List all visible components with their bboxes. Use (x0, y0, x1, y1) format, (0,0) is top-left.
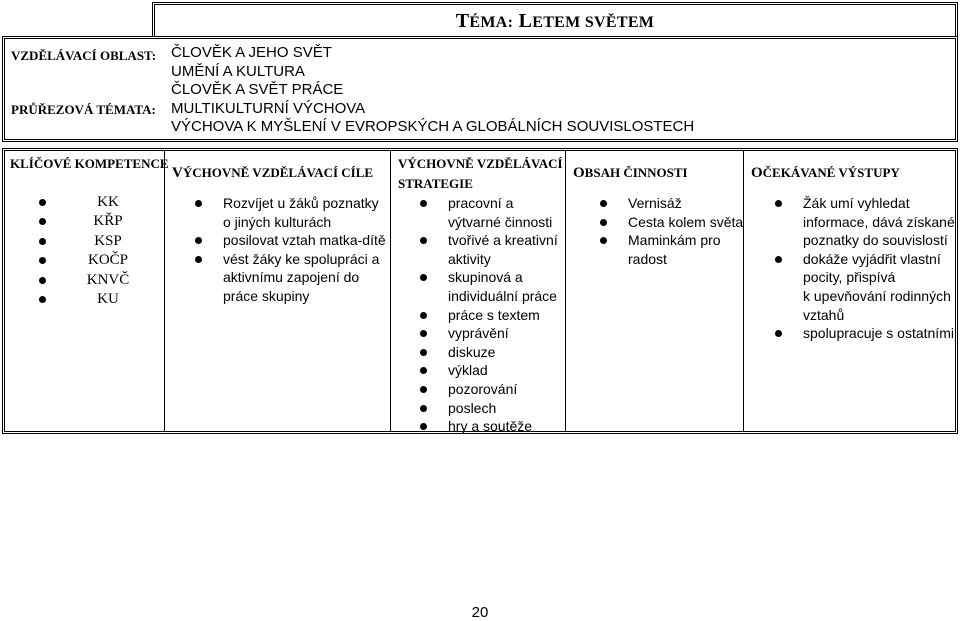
list-item: radost (628, 250, 667, 267)
list-item: vyprávění (420, 324, 570, 343)
info-line: ČLOVĚK A JEHO SVĚT (171, 44, 332, 61)
info-line: MULTIKULTURNÍ VÝCHOVA (171, 100, 366, 117)
column-divider (164, 151, 165, 431)
activities-header-initial: O (573, 165, 585, 181)
list-item: informace, dává získané (803, 213, 955, 230)
list-item: k upevňování rodinných (803, 287, 951, 304)
strategies-header-line: VÝCHOVNĚ VZDĚLÁVACÍ (398, 156, 563, 171)
list-item: pocity, přispívá (803, 269, 896, 286)
goals-header-initial: V (172, 165, 183, 181)
list-item: dokáže vyjádřit vlastní (775, 250, 960, 269)
title-initial-1: T (455, 10, 470, 32)
list-item: pozorování (420, 380, 570, 399)
goals-header (172, 163, 373, 183)
list-item: spolupracuje s ostatními (775, 324, 960, 343)
page-title (155, 5, 955, 39)
list-item: práce skupiny (223, 287, 310, 304)
list-item: vztahů (803, 306, 845, 323)
list-item: posilovat vztah matka-dítě (195, 231, 390, 250)
activities-list (600, 194, 745, 268)
outcomes-header (751, 163, 900, 183)
list-item: individuální práce (448, 287, 557, 304)
list-item: výklad (420, 361, 570, 380)
list-item: skupinová a (420, 268, 570, 287)
list-item: práce s textem (420, 306, 570, 325)
goals-header-rest: ÝCHOVNĚ VZDĚLÁVACÍ CÍLE (182, 165, 374, 180)
list-item: pracovní a (420, 194, 570, 213)
column-divider (390, 151, 391, 431)
strategies-list (420, 194, 570, 436)
activities-header-rest: BSAH ČINNOSTI (584, 165, 688, 180)
list-item: KŘP (63, 212, 153, 231)
list-item: Žák umí vyhledat (775, 194, 960, 213)
list-item: Cesta kolem světa (600, 213, 745, 232)
curriculum-table (2, 148, 958, 434)
competences-header: KLÍČOVÉ KOMPETENCE (10, 156, 169, 171)
list-item: KK (63, 193, 153, 212)
outcomes-header-initial: O (751, 165, 763, 181)
strategies-header-line: STRATEGIE (398, 176, 473, 191)
list-item: KNVČ (63, 271, 153, 290)
list-item: aktivnímu zapojení do (223, 269, 360, 286)
list-item: diskuze (420, 343, 570, 362)
list-item: KU (63, 290, 153, 309)
goals-list (195, 194, 390, 306)
list-item: KOČP (63, 251, 153, 270)
list-item: o jiných kulturách (223, 213, 332, 230)
area-label: VZDĚLÁVACÍ OBLAST: (11, 48, 157, 63)
strategies-header (398, 154, 563, 194)
title-box (152, 2, 958, 36)
title-part-2: ETEM SVĚTEM (532, 14, 655, 31)
list-item: poslech (420, 399, 570, 418)
list-item: Maminkám pro (600, 231, 745, 250)
outcomes-list (775, 194, 960, 343)
list-item: hry a soutěže (420, 417, 570, 436)
activities-header (573, 163, 688, 183)
list-item: výtvarné činnosti (448, 213, 553, 230)
info-line: UMĚNÍ A KULTURA (171, 63, 305, 80)
page-number: 20 (471, 604, 489, 621)
list-item: vést žáky ke spolupráci a (195, 250, 390, 269)
info-line: VÝCHOVA K MYŠLENÍ V EVROPSKÝCH A GLOBÁLNÍCH SOUVISLOSTECH (171, 118, 695, 135)
list-item: KSP (63, 232, 153, 251)
competences-list (63, 193, 153, 309)
list-item: tvořivé a kreativní (420, 231, 570, 250)
info-line: ČLOVĚK A SVĚT PRÁCE (171, 81, 344, 98)
title-part-1: ÉMA: (469, 14, 514, 31)
list-item: poznatky do souvislostí (803, 232, 948, 249)
info-box (2, 36, 958, 142)
column-divider (743, 151, 744, 431)
title-initial-2: L (518, 10, 533, 32)
list-item: aktivity (448, 250, 491, 267)
list-item: Rozvíjet u žáků poznatky (195, 194, 390, 213)
list-item: Vernisáž (600, 194, 745, 213)
outcomes-header-rest: ČEKÁVANÉ VÝSTUPY (762, 165, 900, 180)
topics-label: PRŮŘEZOVÁ TÉMATA: (11, 102, 156, 117)
